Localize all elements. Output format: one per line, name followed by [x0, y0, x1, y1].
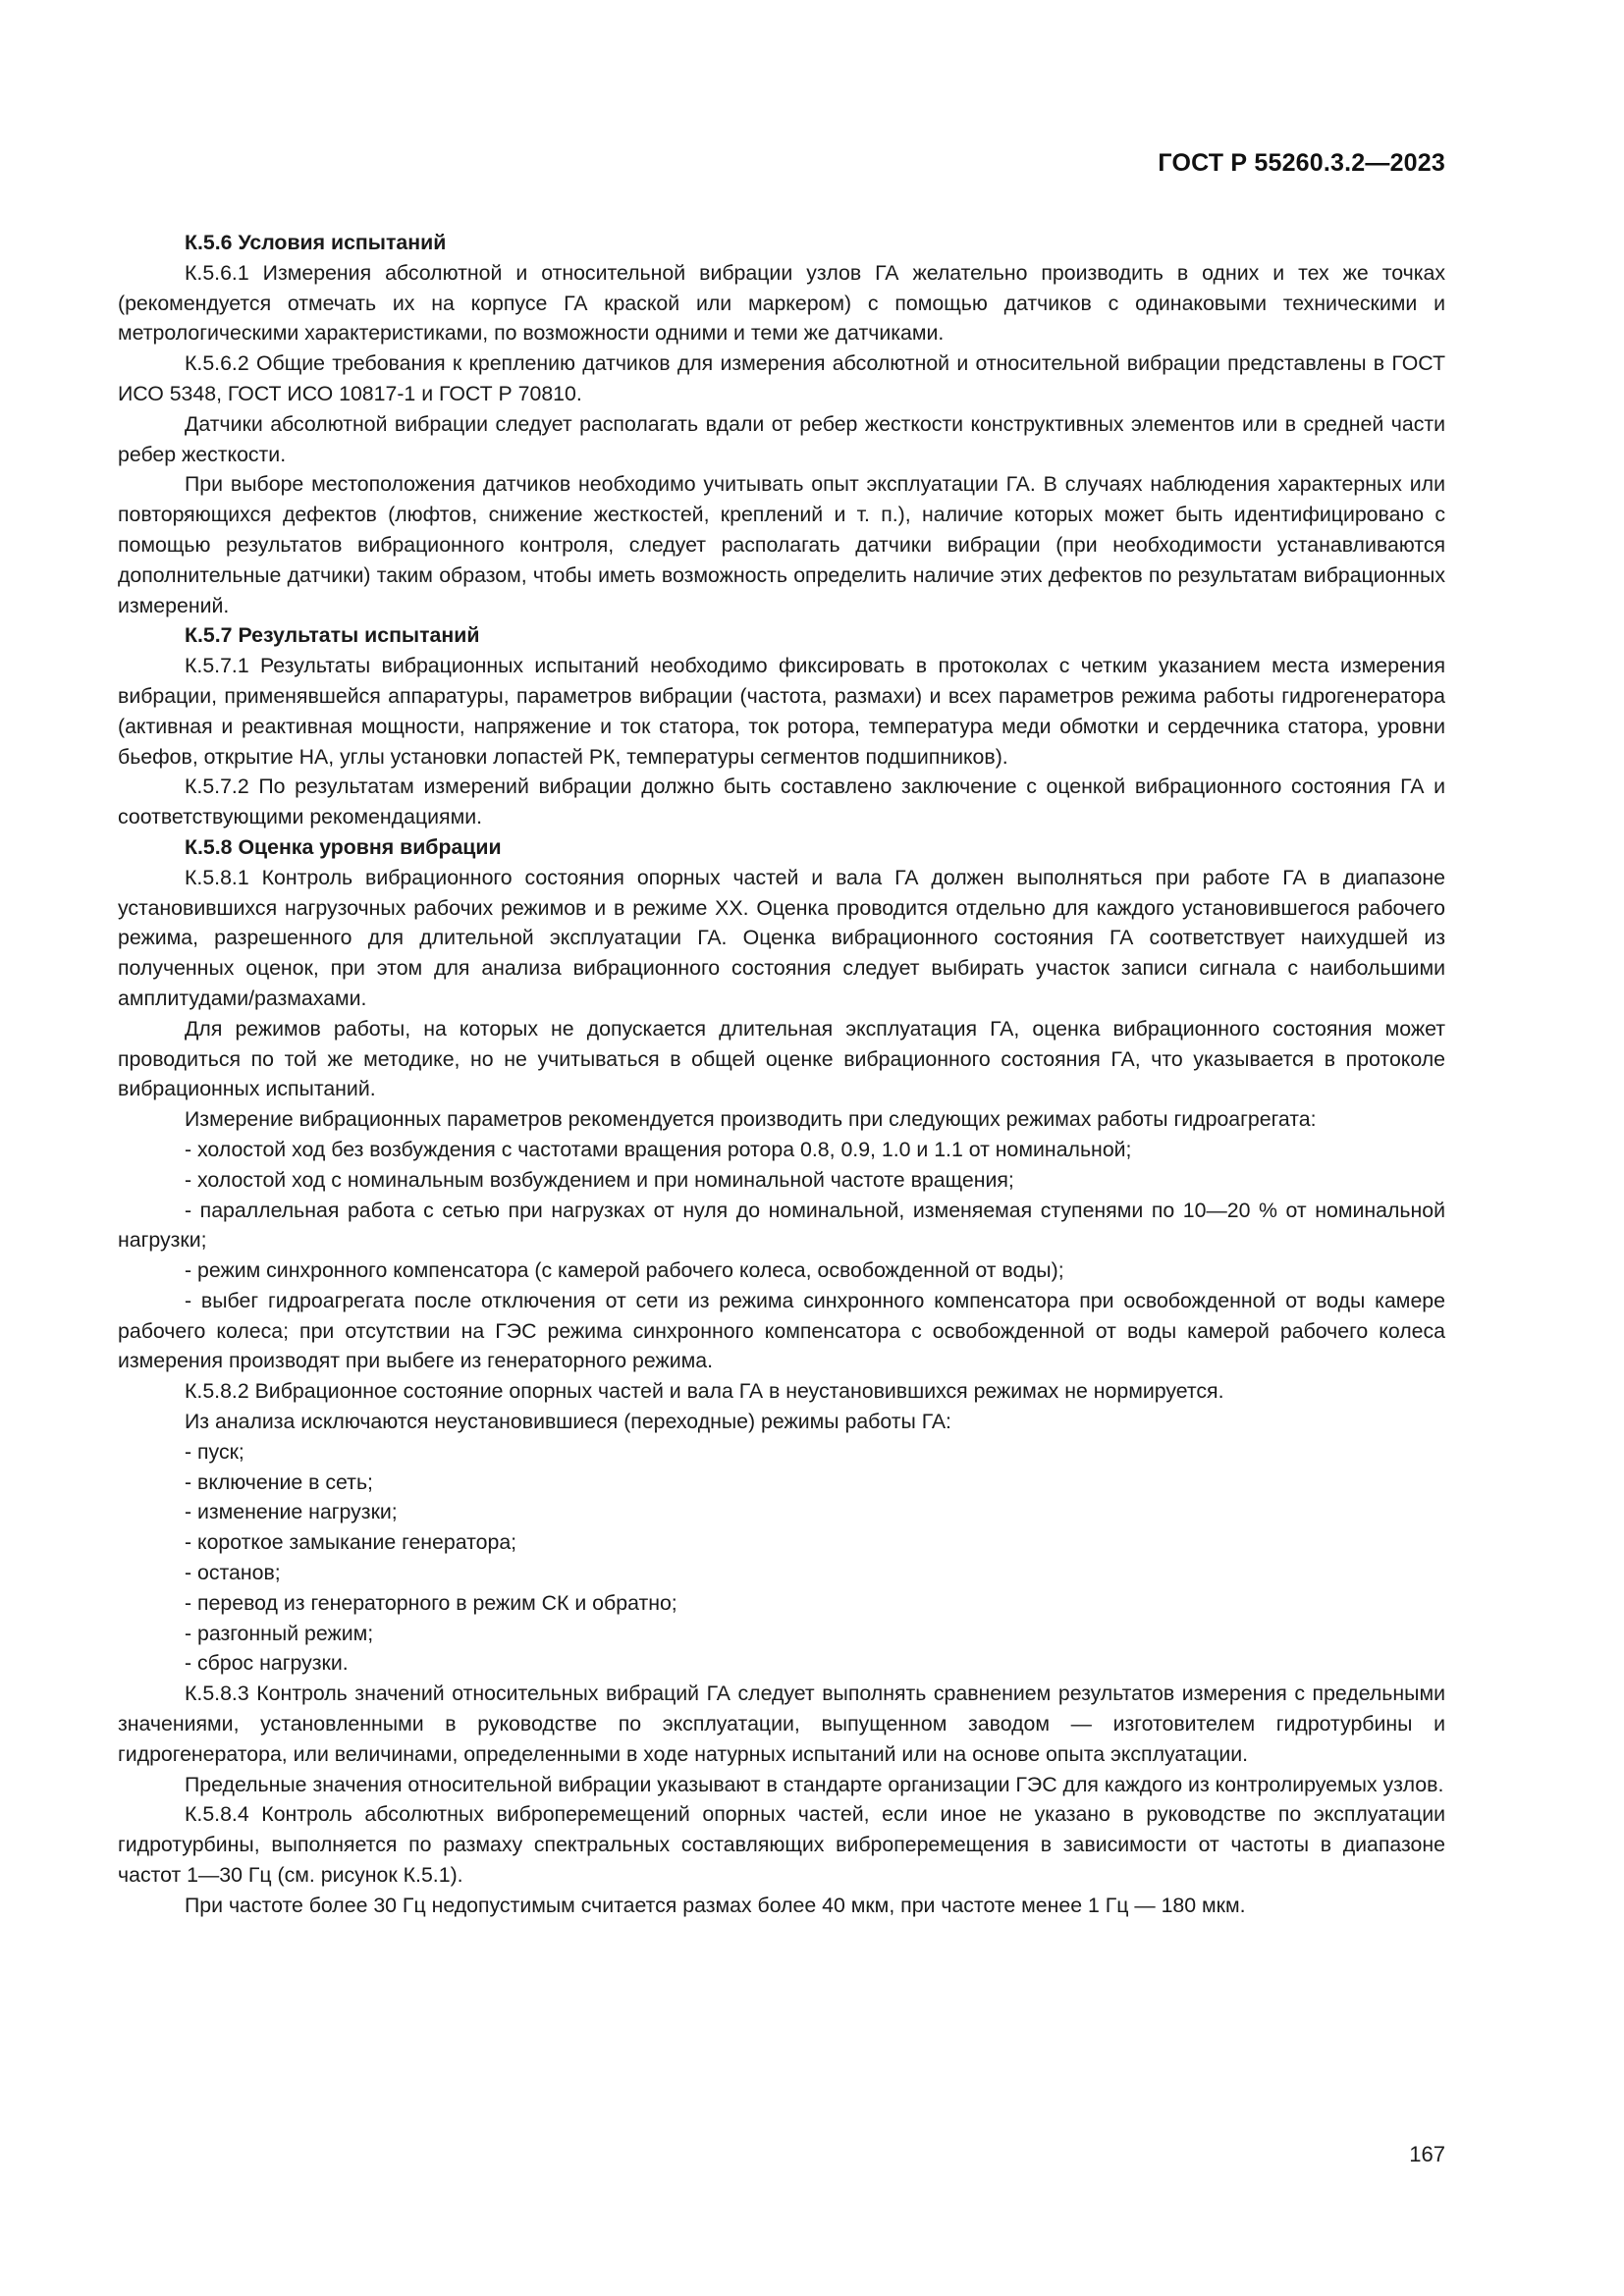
list-item: - холостой ход без возбуждения с частотами вращения ротора 0.8, 0.9, 1.0 и 1.1 от номинальной;	[185, 1137, 1132, 1161]
paragraph: Из анализа исключаются неустановившиеся (переходные) режимы работы ГА:	[185, 1410, 951, 1434]
paragraph: К.5.6.1 Измерения абсолютной и относительной вибрации узлов ГА желательно производить в одних и тех же точках (рекомендуется отмечать их на корпусе ГА краской или маркером) с помощью датчиков с одинаковыми техническими и метрологическими характеристиками, по возможности одними и теми же датчиками.	[118, 260, 1445, 346]
paragraph: К.5.7.1 Результаты вибрационных испытаний необходимо фиксировать в протоколах с четким указанием места измерения вибрации, применявшейся аппаратуры, параметров вибрации (частота, размахи) и всех параметров режима работы гидрогенератора (активная и реактивная мощности, напряжение и ток статора, ток ротора, температура меди обмотки и сердечника статора, уровни бьефов, открытие НА, углы установки лопастей РК, температуры сегментов подшипников).	[118, 654, 1445, 769]
list-item: - пуск;	[185, 1439, 244, 1464]
document-code: ГОСТ Р 55260.3.2—2023	[1158, 149, 1445, 177]
paragraph: К.5.8.4 Контроль абсолютных виброперемещений опорных частей, если иное не указано в руководстве по эксплуатации гидротурбины, выполняется по размаху спектральных составляющих виброперемещения в зависимости от частоты в диапазоне частот 1—30 Гц (см. рисунок К.5.1).	[118, 1802, 1445, 1888]
list-item: - разгонный режим;	[185, 1621, 374, 1645]
paragraph: К.5.7.2 По результатам измерений вибрации должно быть составлено заключение с оценкой вибрационного состояния ГА и соответствующими рекомендациями.	[118, 774, 1445, 829]
paragraph: При выборе местоположения датчиков необходимо учитывать опыт эксплуатации ГА. В случаях наблюдения характерных или повторяющихся дефектов (люфтов, снижение жесткостей, креплений и т. п.), наличие которых может быть идентифицировано с помощью результатов вибрационного контроля, следует располагать датчики вибрации (при необходимости устанавливаются дополнительные датчики) таким образом, чтобы иметь возможность определить наличие этих дефектов по результатам вибрационных измерений.	[118, 472, 1445, 617]
paragraph: При частоте более 30 Гц недопустимым считается размах более 40 мкм, при частоте менее 1 Гц — 180 мкм.	[185, 1893, 1246, 1917]
page-number: 167	[1409, 2142, 1445, 2166]
paragraph: Датчики абсолютной вибрации следует располагать вдали от ребер жесткости конструктивных элементов или в средней части ребер жесткости.	[118, 411, 1445, 466]
paragraph: К.5.8.2 Вибрационное состояние опорных частей и вала ГА в неустановившихся режимах не нормируется.	[185, 1379, 1224, 1404]
list-item: - перевод из генераторного в режим СК и обратно;	[185, 1590, 677, 1615]
list-item: - режим синхронного компенсатора (с камерой рабочего колеса, освобожденной от воды);	[185, 1258, 1064, 1283]
list-item: - сброс нагрузки.	[185, 1651, 349, 1676]
section-heading: К.5.8 Оценка уровня вибрации	[185, 834, 502, 859]
paragraph: Для режимов работы, на которых не допускается длительная эксплуатация ГА, оценка вибрационного состояния может проводиться по той же методике, но не учитываться в общей оценке вибрационного состояния ГА, что указывается в протоколе вибрационных испытаний.	[118, 1016, 1445, 1101]
paragraph: К.5.8.1 Контроль вибрационного состояния опорных частей и вала ГА должен выполняться при работе ГА в диапазоне установившихся нагрузочных рабочих режимов и в режиме ХХ. Оценка проводится отдельно для каждого установившегося рабочего режима, разрешенного для длительной эксплуатации ГА. Оценка вибрационного состояния ГА соответствует наихудшей из полученных оценок, при этом для анализа вибрационного состояния следует выбирать участок записи сигнала с наибольшими амплитудами/размахами.	[118, 865, 1445, 1010]
list-item: - параллельная работа с сетью при нагрузках от нуля до номинальной, изменяемая ступенями по 10—20 % от номинальной нагрузки;	[118, 1198, 1445, 1253]
list-item: - короткое замыкание генератора;	[185, 1530, 517, 1555]
paragraph: Измерение вибрационных параметров рекомендуется производить при следующих режимах работы гидроагрегата:	[185, 1107, 1317, 1132]
section-heading: К.5.6 Условия испытаний	[185, 231, 447, 254]
list-item: - холостой ход с номинальным возбуждением и при номинальной частоте вращения;	[185, 1167, 1014, 1192]
section-heading: К.5.7 Результаты испытаний	[185, 623, 480, 648]
list-item: - выбег гидроагрегата после отключения от сети из режима синхронного компенсатора при освобожденной от воды камере рабочего колеса; при отсутствии на ГЭС режима синхронного компенсатора с освобожденной от воды камерой рабочего колеса измерения производят при выбеге из генераторного режима.	[118, 1288, 1445, 1373]
list-item: - останов;	[185, 1561, 281, 1585]
paragraph: К.5.8.3 Контроль значений относительных вибраций ГА следует выполнять сравнением результатов измерения с предельными значениями, установленными в руководстве по эксплуатации, выпущенном заводом — изготовителем гидротурбины и гидрогенератора, или величинами, определенными в ходе натурных испытаний или на основе опыта эксплуатации.	[118, 1682, 1445, 1766]
document-body	[118, 228, 1445, 1921]
paragraph: К.5.6.2 Общие требования к креплению датчиков для измерения абсолютной и относительной вибрации представлены в ГОСТ ИСО 5348, ГОСТ ИСО 10817-1 и ГОСТ Р 70810.	[118, 351, 1445, 405]
list-item: - изменение нагрузки;	[185, 1500, 398, 1524]
paragraph: Предельные значения относительной вибрации указывают в стандарте организации ГЭС для каждого из контролируемых узлов.	[185, 1772, 1444, 1796]
list-item: - включение в сеть;	[185, 1469, 373, 1494]
